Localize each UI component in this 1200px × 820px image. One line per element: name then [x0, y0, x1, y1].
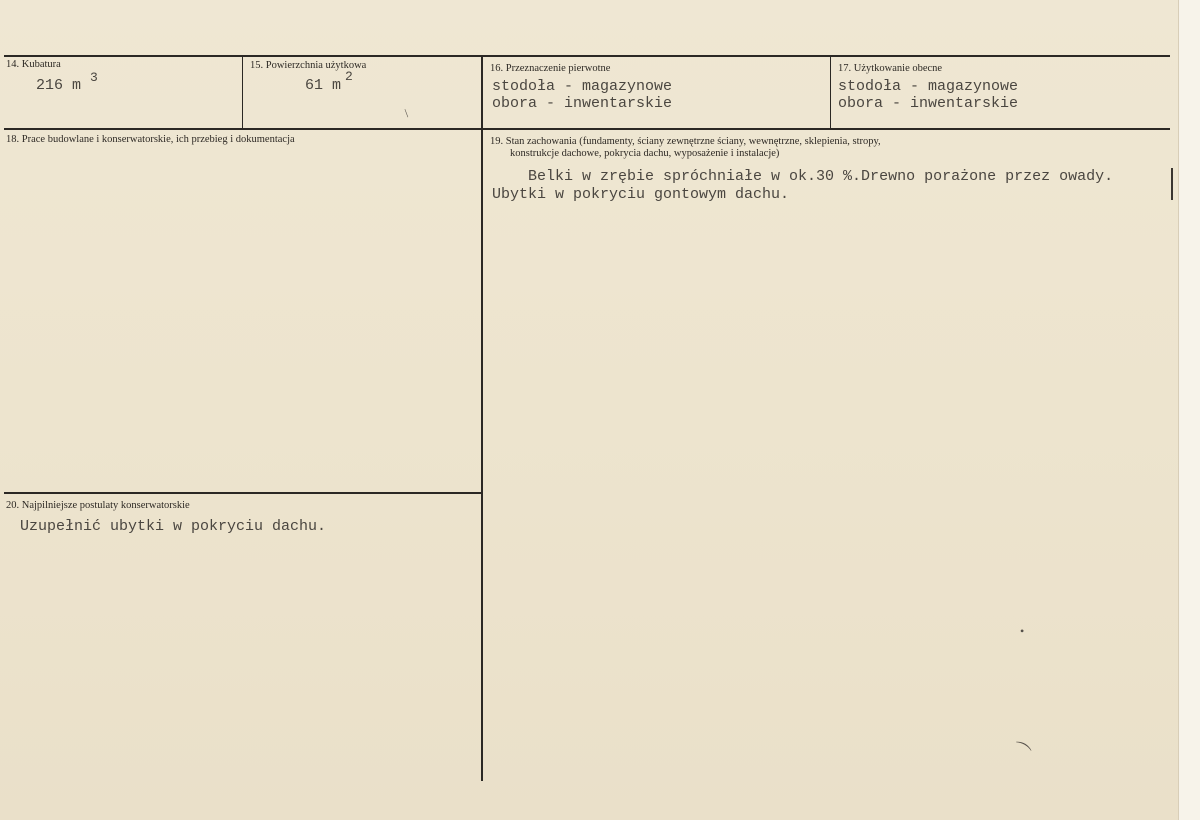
field-17-label: 17. Użytkowanie obecne	[838, 63, 943, 74]
paper-speck: •	[1020, 624, 1025, 638]
field-19-line-2: Ubytki w pokryciu gontowym dachu.	[492, 186, 790, 203]
page-edge	[1178, 0, 1200, 820]
field-15-label: 15. Powierzchnia użytkowa	[250, 60, 367, 71]
field-19-label-line-2: konstrukcje dachowe, pokrycia dachu, wyposażenie i instalacje)	[510, 148, 780, 159]
middle-rule	[4, 128, 1170, 130]
margin-mark	[1171, 168, 1173, 200]
field-19-label-line-1: 19. Stan zachowania (fundamenty, ściany zewnętrzne ściany, wewnętrzne, sklepienia, stropy,	[490, 136, 881, 147]
field-17-line-1: stodoła - magazynowe	[838, 78, 1019, 95]
field-14-label: 14. Kubatura	[6, 59, 61, 70]
field-20-rule	[4, 492, 482, 494]
field-20-label: 20. Najpilniejsze postulaty konserwatorskie	[6, 500, 190, 511]
field-14-unit-exponent: 3	[90, 70, 98, 85]
field-14-value: 216 m	[36, 77, 82, 94]
field-16-line-1: stodoła - magazynowe	[492, 78, 673, 95]
divider-14-15	[242, 56, 243, 128]
field-20-line-1: Uzupełnić ubytki w pokryciu dachu.	[20, 518, 327, 535]
field-17-line-2: obora - inwentarskie	[838, 95, 1019, 112]
field-15-value: 61 m	[305, 77, 342, 94]
top-rule	[4, 55, 1170, 57]
field-16-line-2: obora - inwentarskie	[492, 95, 673, 112]
divider-16-17	[830, 56, 831, 128]
paper-speck: ⌒	[1007, 738, 1034, 766]
paper-speck: /	[400, 106, 413, 120]
field-19-line-1: Belki w zrębie spróchniałe w ok.30 %.Drewno porażone przez owady.	[492, 168, 1114, 185]
field-16-label: 16. Przeznaczenie pierwotne	[490, 63, 611, 74]
divider-15-16	[481, 56, 483, 781]
field-18-label: 18. Prace budowlane i konserwatorskie, ich przebieg i dokumentacja	[6, 134, 295, 145]
field-15-unit-exponent: 2	[345, 69, 353, 84]
